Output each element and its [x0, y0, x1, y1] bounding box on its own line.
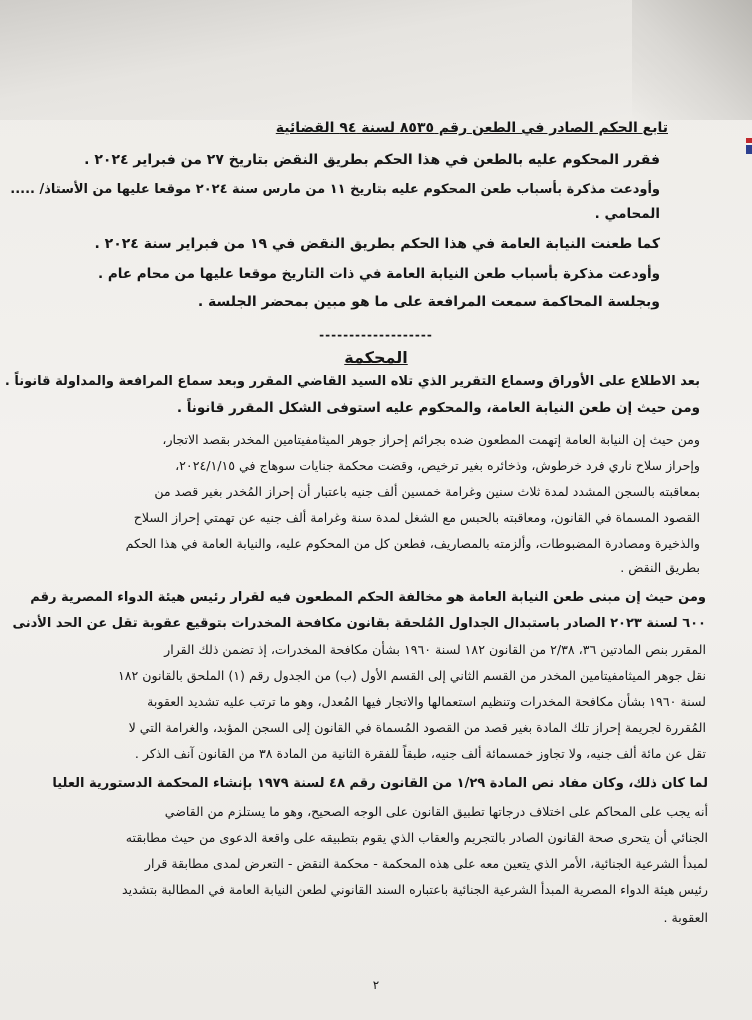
intro-line-4: كما طعنت النيابة العامة في هذا الحكم بطريق النقض في ١٩ من فبراير سنة ٢٠٢٤ . — [94, 236, 660, 252]
intro-line-6: وبجلسة المحاكمة سمعت المرافعة على ما هو مبين بمحضر الجلسة . — [197, 294, 660, 310]
intro-line-1: فقرر المحكوم عليه بالطعن في هذا الحكم بطريق النقض بتاريخ ٢٧ من فبراير ٢٠٢٤ . — [84, 152, 660, 168]
page-number: ٢ — [372, 978, 380, 992]
body-line-4: وإحراز سلاح ناري فرد خرطوش، وذخائره بغير ترخيص، وقضت محكمة جنايات سوهاج في ٢٠٢٤/١/١٥، — [175, 458, 700, 473]
document-header: تابع الحكم الصادر في الطعن رقم ٨٥٣٥ لسنة ٩٤ القضائية — [275, 120, 668, 136]
edge-color-mark — [746, 138, 752, 154]
body-line-12: نقل جوهر الميثامفيتامين المخدر من القسم الثاني إلى القسم الأول (ب) من الجدول رقم (١) الملحق بالقانون ١٨٢ — [117, 668, 706, 683]
body-line-18: الجنائي أن يتحرى صحة القانون الصادر بالتجريم والعقاب الذي يقوم بتطبيقه على واقعة الدعوى من حيث مطابقته — [125, 830, 708, 845]
body-line-14: المُقررة لجريمة إحراز تلك المادة بغير قصد من القصود المُسماة في القانون إلى السجن المؤبد، والغرامة التي لا — [128, 720, 706, 735]
section-divider: ------------------- — [319, 328, 433, 342]
intro-line-3: المحامي . — [594, 206, 660, 222]
body-line-19: لمبدأ الشرعية الجنائية، الأمر الذي يتعين معه على هذه المحكمة - محكمة النقض - التعرض لمدى مطابقة قرار — [144, 856, 708, 871]
body-line-10: ٦٠٠ لسنة ٢٠٢٣ الصادر باستبدال الجداول المُلحقة بقانون مكافحة المخدرات بتوقيع عقوبة تقل عن الحد الأدنى — [12, 616, 706, 631]
body-line-2: ومن حيث إن طعن النيابة العامة، والمحكوم عليه استوفى الشكل المقرر قانوناً . — [176, 400, 700, 416]
body-line-1: بعد الاطلاع على الأوراق وسماع التقرير الذي تلاه السيد القاضي المقرر وبعد سماع المرافعة والمداولة قانوناً . — [4, 374, 700, 389]
body-line-3: ومن حيث إن النيابة العامة إتهمت المطعون ضده بجرائم إحراز جوهر الميثامفيتامين المخدر بقصد الاتجار، — [162, 432, 700, 447]
body-line-17: أنه يجب على المحاكم على اختلاف درجاتها تطبيق القانون على الوجه الصحيح، وهو ما يستلزم من القاضي — [164, 804, 708, 819]
body-line-7: والذخيرة ومصادرة المضبوطات، وألزمته بالمصاريف، فطعن كل من المحكوم عليه، والنيابة العامة في هذا الحكم — [125, 536, 700, 551]
body-line-5: بمعاقبته بالسجن المشدد لمدة ثلاث سنين وغرامة خمسين ألف جنيه باعتبار أن إحراز المُخدر بغير قصد من — [154, 484, 700, 499]
body-line-8: بطريق النقض . — [620, 560, 700, 575]
body-line-15: تقل عن مائة ألف جنيه، ولا تجاوز خمسمائة ألف جنيه، طبقاً للفقرة الثانية من المادة ٣٨ من القانون آنف الذكر . — [134, 746, 706, 761]
intro-line-5: وأودعت مذكرة بأسباب طعن النيابة العامة في ذات التاريخ موقعا عليها من محام عام . — [98, 266, 660, 282]
court-title: المحكمة — [344, 348, 408, 367]
body-line-16: لما كان ذلك، وكان مفاد نص المادة ١/٢٩ من القانون رقم ٤٨ لسنة ١٩٧٩ بإنشاء المحكمة الدستورية العليا — [52, 776, 708, 791]
body-line-20: رئيس هيئة الدواء المصرية المبدأ الشرعية الجنائية باعتباره السند القانوني لطعن النيابة العامة في المطالبة بتشديد — [121, 882, 708, 897]
intro-line-2: وأودعت مذكرة بأسباب طعن المحكوم عليه بتاريخ ١١ من مارس سنة ٢٠٢٤ موقعا عليها من الأستاذ/ ..... — [10, 182, 660, 197]
body-line-21: العقوبة . — [663, 910, 708, 925]
body-line-6: القصود المسماة في القانون، ومعاقبته بالحبس مع الشغل لمدة سنة وغرامة ألف جنيه عن تهمتي إحراز السلاح — [133, 510, 700, 525]
page-corner-shadow — [632, 0, 752, 120]
body-line-11: المقرر بنص المادتين ٣٦، ٢/٣٨ من القانون ١٨٢ لسنة ١٩٦٠ بشأن مكافحة المخدرات، إذ تضمن ذلك القرار — [164, 642, 706, 657]
body-line-9: ومن حيث إن مبنى طعن النيابة العامة هو مخالفة الحكم المطعون فيه لقرار رئيس هيئة الدواء المصرية رقم — [30, 590, 706, 605]
body-line-13: لسنة ١٩٦٠ بشأن مكافحة المخدرات وتنظيم استعمالها والاتجار فيها المُعدل، وهو ما ترتب عليه تشديد العقوبة — [147, 694, 706, 709]
